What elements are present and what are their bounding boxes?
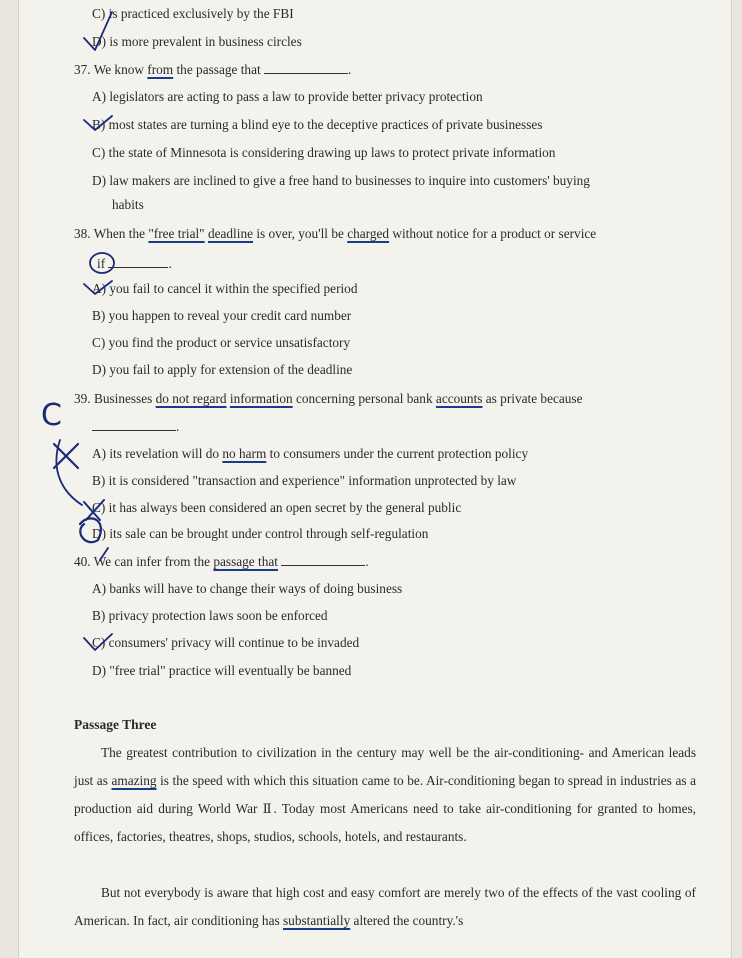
q39-stem-text: 39. Businesses <box>74 391 156 406</box>
q39-stem-text-2: concerning personal bank <box>292 391 436 406</box>
q37-stem-text: 37. We know <box>74 62 148 77</box>
q38-stem <box>74 226 596 242</box>
p2-underlined-substantially: substantially <box>283 913 351 928</box>
p1-underlined-amazing: amazing <box>111 773 157 788</box>
q38-option-a: A) you fail to cancel it within the specified period <box>92 281 358 296</box>
q40-underlined-passage-that: passage that <box>213 554 278 569</box>
q39-option-c: C) it has always been considered an open secret by the general public <box>92 500 462 515</box>
q38-stem-text: 38. When the <box>74 226 149 241</box>
q38-option-c: C) you find the product or service unsatisfactory <box>92 335 351 350</box>
q38-underlined-deadline: deadline <box>207 226 253 241</box>
q38-stem-end: . <box>168 256 172 271</box>
q39-stem-end: . <box>176 419 180 434</box>
q38-underlined-free-trial: "free trial" <box>148 226 205 241</box>
q40-stem <box>74 553 369 570</box>
q37-stem-text-2: the passage that <box>173 62 261 77</box>
q39-stem-text-3: as private because <box>482 391 583 406</box>
q38-stem-text-2: is over, you'll be <box>253 226 348 241</box>
q40-option-d: D) "free trial" practice will eventually be banned <box>92 663 352 678</box>
q36-option-d: D) is more prevalent in business circles <box>92 34 302 49</box>
p1-text-2: is the speed with which this situation came to be. Air-conditioning began to spread in industries as a production aid during World War Ⅱ. Today most Americans need to take air-conditioning for granted to homes, offices, factories, theatres, shops, studios, schools, hotels, and restaurants. <box>74 773 696 844</box>
q40-stem-text: 40. We can infer from the <box>74 554 214 569</box>
q38-stem-text-3: without notice for a product or service <box>389 226 597 241</box>
q37-option-d-continued: habits <box>112 197 144 212</box>
q39-option-a <box>92 446 528 462</box>
q37-stem <box>74 61 351 78</box>
q37-option-c: C) the state of Minnesota is considering drawing up laws to protect private information <box>92 145 556 160</box>
answer-blank <box>281 553 365 566</box>
q38-stem-line2 <box>97 255 172 272</box>
q38-underlined-charged: charged <box>347 226 390 241</box>
q40-option-b: B) privacy protection laws soon be enforced <box>92 608 328 623</box>
passage-three-paragraph-1 <box>74 739 696 851</box>
passage-three-paragraph-2 <box>74 879 696 935</box>
passage-three-heading: Passage Three <box>74 717 157 732</box>
q39-underlined-do-not-regard: do not regard <box>155 391 227 406</box>
p2-text-2: altered the country.'s <box>350 913 464 928</box>
margin-handwritten-answer: C <box>41 398 62 433</box>
q38-circled-if: if <box>97 256 106 271</box>
q40-stem-end: . <box>365 554 369 569</box>
q36-option-c: C) is practiced exclusively by the FBI <box>92 6 294 21</box>
q39-option-a-text-2: to consumers under the current protection policy <box>266 446 529 461</box>
q39-option-d: D) its sale can be brought under control through self-regulation <box>92 526 429 541</box>
q38-option-b: B) you happen to reveal your credit card number <box>92 308 352 323</box>
q39-stem <box>74 391 583 407</box>
q39-underlined-no-harm: no harm <box>222 446 267 461</box>
q38-option-d: D) you fail to apply for extension of the deadline <box>92 362 353 377</box>
q39-underlined-information: information <box>229 391 293 406</box>
answer-blank <box>92 418 176 431</box>
q37-underlined-word: from <box>147 62 174 77</box>
answer-blank <box>108 255 168 268</box>
q37-stem-end: . <box>348 62 352 77</box>
q37-option-d: D) law makers are inclined to give a free hand to businesses to inquire into customers' buying <box>92 173 590 188</box>
q39-option-b: B) it is considered "transaction and experience" information unprotected by law <box>92 473 517 488</box>
q37-option-b: B) most states are turning a blind eye to the deceptive practices of private businesses <box>92 117 543 132</box>
answer-blank <box>264 61 348 74</box>
q39-stem-line2 <box>92 418 179 435</box>
p2-text: But not everybody is aware that high cost and easy comfort are merely two of the effects of the vast cooling of American. In fact, air conditioning has <box>74 885 696 928</box>
q39-underlined-accounts: accounts <box>435 391 483 406</box>
q40-option-c: C) consumers' privacy will continue to be invaded <box>92 635 360 650</box>
exam-page <box>18 0 732 958</box>
p1-text: The greatest contribution to civilization in the century may well be the air-conditioning- and American leads just as <box>74 745 696 788</box>
q39-option-a-text: A) its revelation will do <box>92 446 223 461</box>
q40-option-a: A) banks will have to change their ways of doing business <box>92 581 403 596</box>
q37-option-a: A) legislators are acting to pass a law to provide better privacy protection <box>92 89 483 104</box>
